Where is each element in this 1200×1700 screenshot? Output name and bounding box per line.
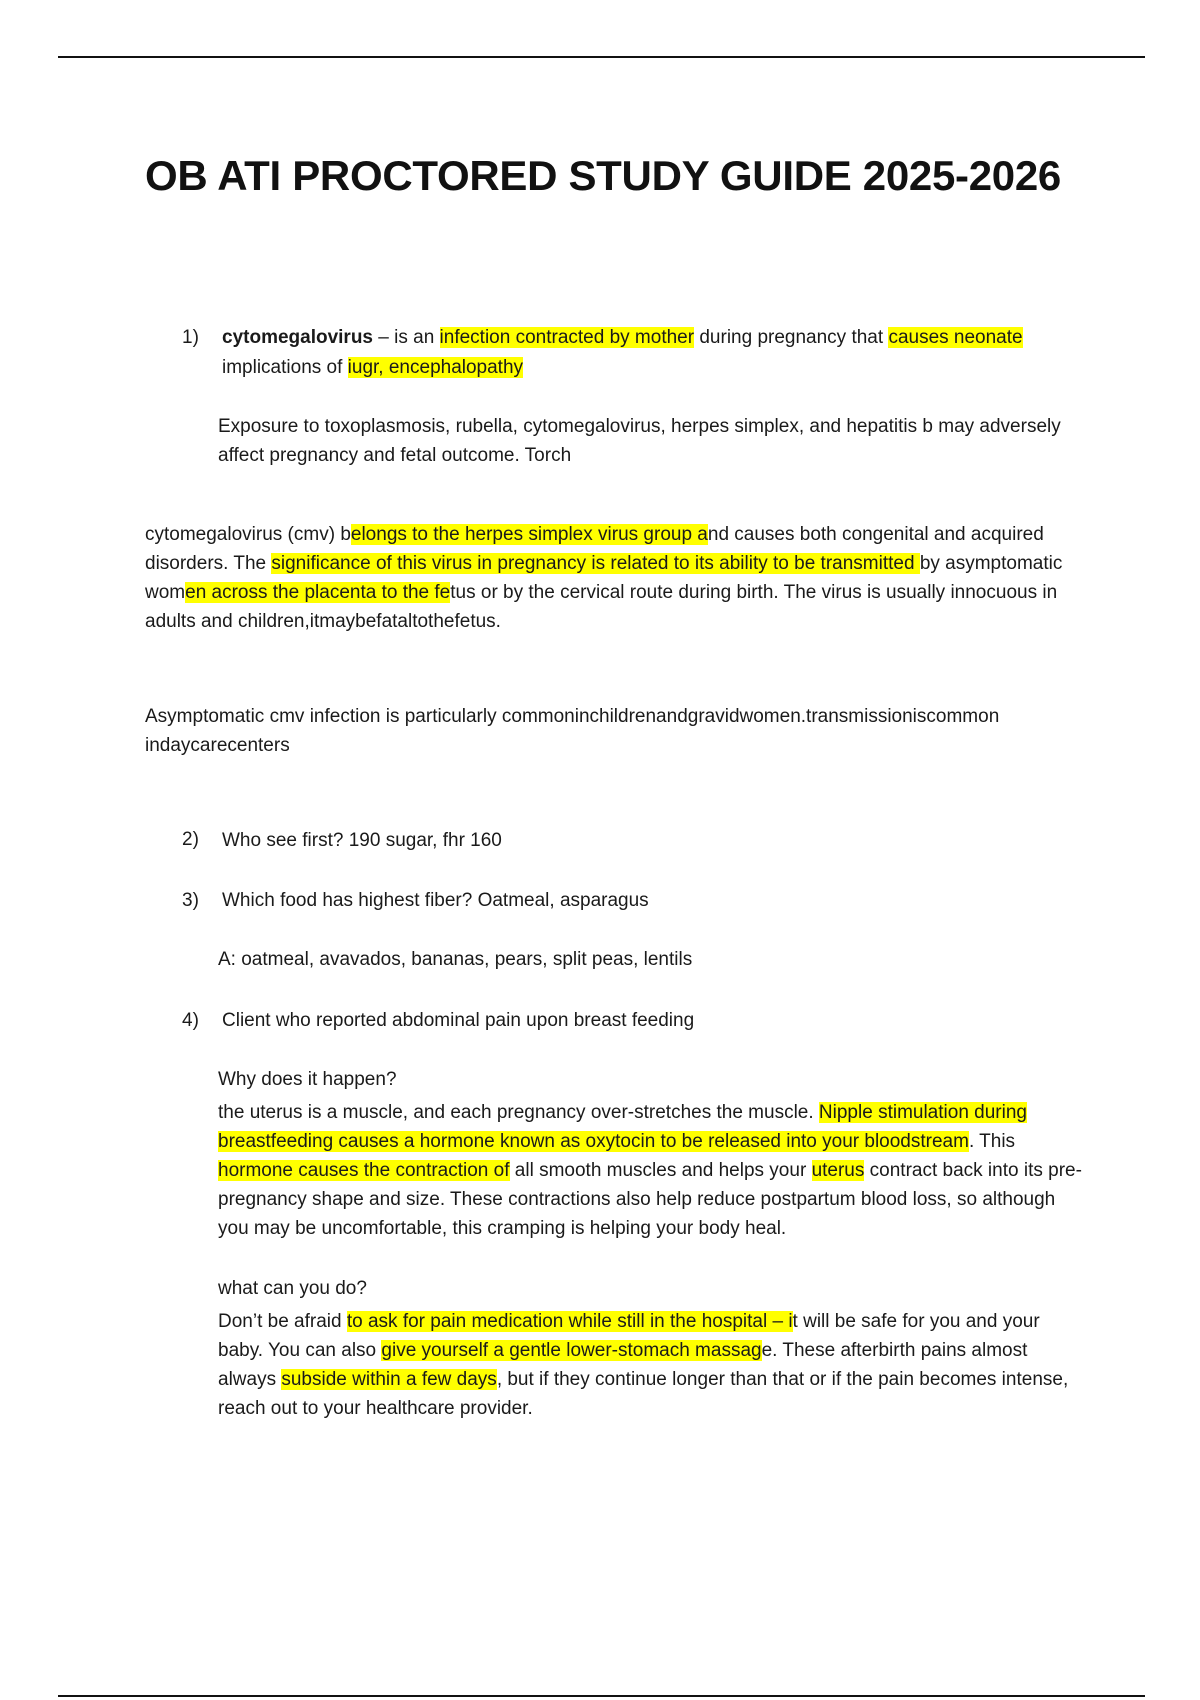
cmv-highlight-1: elongs to the herpes simplex virus group a xyxy=(350,524,708,545)
asymptomatic-paragraph: Asymptomatic cmv infection is particularly commoninchildrenandgravidwomen.transmissioniscommon indaycarecenters xyxy=(145,706,1000,756)
what-paragraph: Don’t be afraid to ask for pain medication while still in the hospital – it will be safe for you and your baby. You can also give yourself a gentle lower-stomach massage. These afterbirth pains almost always subside within a few days, but if they continue longer than that or if the pain becomes intense, reach out to your healthcare provider. xyxy=(218,1311,1069,1419)
q2-text: Who see first? 190 sugar, fhr 160 xyxy=(222,830,502,851)
what-highlight-1: to ask for pain medication while still in the hospital – i xyxy=(346,1311,793,1332)
q1-text: cytomegalovirus – is an infection contracted by mother during pregnancy that causes neonate implications of iugr, encephalopathy xyxy=(222,327,1023,378)
what-highlight-3: subside within a few days xyxy=(281,1369,497,1390)
q4-number: 4) xyxy=(182,1010,199,1031)
why-heading: Why does it happen? xyxy=(218,1069,397,1090)
why-highlight-1: Nipple stimulation during breastfeeding causes a hormone known as oxytocin to be released into your bloodstream xyxy=(218,1102,1027,1152)
q3-number: 3) xyxy=(182,890,199,911)
cmv-paragraph: cytomegalovirus (cmv) belongs to the herpes simplex virus group and causes both congenital and acquired disorders. The significance of this virus in pregnancy is related to its ability to be transmitted by asymptomatic women across the placenta to the fetus or by the cervical route during birth. The virus is usually innocuous in adults and children,itmaybefataltothefetus. xyxy=(145,524,1063,632)
q1-highlight-3: iugr, encephalopathy xyxy=(347,357,524,378)
why-paragraph: the uterus is a muscle, and each pregnancy over-stretches the muscle. Nipple stimulation during breastfeeding causes a hormone known as oxytocin to be released into your bloodstream. This hormone causes the contraction of all smooth muscles and helps your uterus contract back into its pre-pregnancy shape and size. These contractions also help reduce postpartum blood loss, so although you may be uncomfortable, this cramping is helping your body heal. xyxy=(218,1102,1082,1239)
top-rule xyxy=(58,56,1145,58)
what-highlight-2: give yourself a gentle lower-stomach massag xyxy=(381,1340,762,1361)
cmv-highlight-3: en across the placenta to the fe xyxy=(185,582,451,603)
q1-number: 1) xyxy=(182,327,199,348)
why-highlight-3: uterus xyxy=(811,1160,865,1181)
q3-text: Which food has highest fiber? Oatmeal, asparagus xyxy=(222,890,649,911)
document-title: OB ATI PROCTORED STUDY GUIDE 2025-2026 xyxy=(145,152,1061,199)
q1-highlight-1: infection contracted by mother xyxy=(439,327,695,348)
why-highlight-2: hormone causes the contraction of xyxy=(218,1160,510,1181)
q1-highlight-2: causes neonate xyxy=(888,327,1023,348)
what-heading: what can you do? xyxy=(218,1278,367,1299)
q1-note: Exposure to toxoplasmosis, rubella, cytomegalovirus, herpes simplex, and hepatitis b may adversely affect pregnancy and fetal outcome. Torch xyxy=(218,416,1061,466)
q4-text: Client who reported abdominal pain upon breast feeding xyxy=(222,1010,695,1031)
q2-number: 2) xyxy=(182,829,199,850)
cmv-highlight-2: significance of this virus in pregnancy is related to its ability to be transmitted xyxy=(271,553,920,574)
q3-answer: A: oatmeal, avavados, bananas, pears, split peas, lentils xyxy=(218,949,693,970)
bottom-rule xyxy=(58,1695,1145,1697)
q1-term: cytomegalovirus xyxy=(222,327,373,348)
